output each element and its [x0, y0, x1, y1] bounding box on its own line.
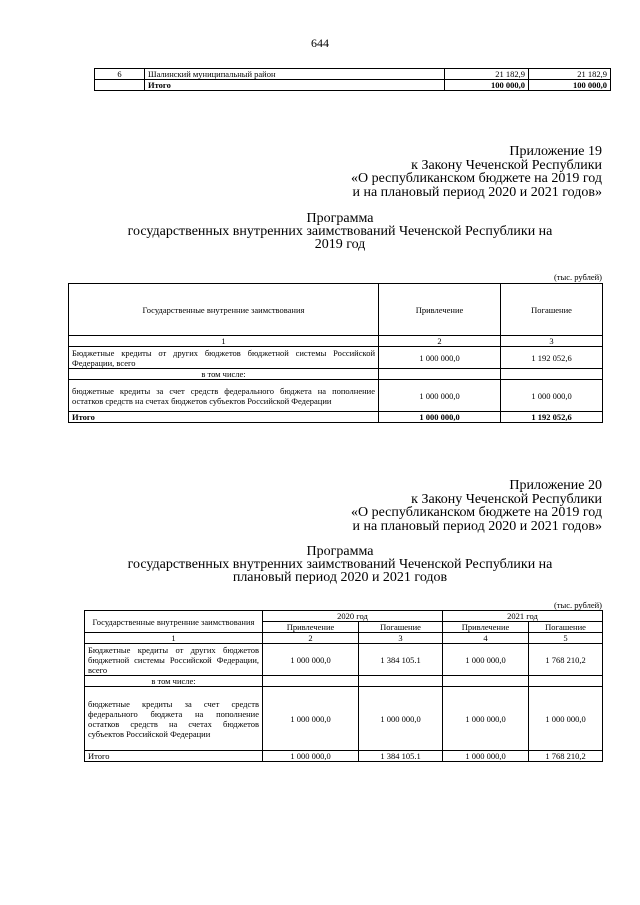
annex-law-period: и на плановый период 2020 и 2021 годов» — [352, 518, 602, 534]
row-number: 6 — [95, 69, 145, 80]
title-line: государственных внутренних заимствований Чеченской Республики на — [127, 557, 553, 572]
row-value: 1 192 052,6 — [501, 347, 603, 369]
row-value: 1 192 052,6 — [501, 412, 603, 423]
row-value — [529, 676, 603, 687]
table-row — [95, 69, 611, 80]
year-header: 2021 год — [443, 611, 603, 622]
row-name: Шалинский муниципальный район — [145, 69, 445, 80]
annex-law-title: «О республиканском бюджете на 2019 год — [351, 171, 602, 186]
table-header-row — [85, 611, 603, 622]
borrowing-table-2019 — [68, 283, 603, 423]
row-value: 1 768 210,2 — [529, 644, 603, 676]
row-value: 100 000,0 — [529, 80, 611, 91]
column-header: Привлечение — [443, 622, 529, 633]
title-line: 2019 год — [314, 237, 366, 252]
unit-label: (тыс. рублей) — [553, 600, 602, 610]
top-table — [94, 68, 611, 91]
row-value — [263, 676, 359, 687]
table-total-row — [85, 751, 603, 762]
row-value: 1 000 000,0 — [379, 412, 501, 423]
program-19-title — [80, 212, 600, 251]
row-value: 1 000 000,0 — [359, 687, 443, 751]
title-line: Программа — [306, 211, 374, 226]
column-header: Погашение — [529, 622, 603, 633]
annex-20-heading — [282, 479, 602, 533]
row-value — [501, 369, 603, 380]
row-name: бюджетные кредиты за счет средств федерального бюджета на пополнение остатков средств на счетах бюджетов субъектов Российской Федерации — [69, 380, 379, 412]
row-value: 1 000 000,0 — [443, 751, 529, 762]
column-header: Привлечение — [263, 622, 359, 633]
row-name: Итого — [69, 412, 379, 423]
annex-law-line: к Закону Чеченской Республики — [411, 491, 602, 507]
column-number-row — [85, 633, 603, 644]
title-line: Программа — [306, 544, 374, 559]
page-number: 644 — [311, 36, 329, 50]
row-value: 1 768 210,2 — [529, 751, 603, 762]
row-value: 1 000 000,0 — [379, 380, 501, 412]
row-value: 100 000,0 — [445, 80, 529, 91]
column-header: Государственные внутренние заимствования — [69, 284, 379, 336]
row-name: в том числе: — [69, 369, 379, 380]
row-name: Бюджетные кредиты от других бюджетов бюджетной системы Российской Федерации, всего — [69, 347, 379, 369]
title-line: плановый период 2020 и 2021 годов — [232, 570, 448, 585]
column-number: 2 — [263, 633, 359, 644]
table-row — [85, 676, 603, 687]
column-header: Погашение — [359, 622, 443, 633]
annex-number: Приложение 20 — [509, 478, 602, 493]
row-value: 1 000 000,0 — [443, 687, 529, 751]
row-name: Итого — [145, 80, 445, 91]
row-name: Бюджетные кредиты от других бюджетов бюджетной системы Российской Федерации, всего — [85, 644, 263, 676]
table-row — [69, 380, 603, 412]
column-header: Государственные внутренние заимствования — [85, 611, 263, 633]
table-row — [85, 687, 603, 751]
row-value: 1 384 105.1 — [359, 751, 443, 762]
unit-label: (тыс. рублей) — [553, 272, 602, 282]
row-value: 1 000 000,0 — [263, 644, 359, 676]
row-value: 1 000 000,0 — [263, 751, 359, 762]
row-name: в том числе: — [85, 676, 263, 687]
table-row — [85, 644, 603, 676]
row-value: 1 000 000,0 — [263, 687, 359, 751]
annex-law-period: и на плановый период 2020 и 2021 годов» — [352, 184, 602, 200]
row-value: 1 000 000,0 — [501, 380, 603, 412]
row-value — [379, 369, 501, 380]
table-row — [69, 369, 603, 380]
row-value: 1 384 105.1 — [359, 644, 443, 676]
table-header-row — [69, 284, 603, 336]
annex-law-title: «О республиканском бюджете на 2019 год — [351, 505, 602, 520]
row-name: Итого — [85, 751, 263, 762]
year-header: 2020 год — [263, 611, 443, 622]
row-name: бюджетные кредиты за счет средств федерального бюджета на пополнение остатков средств на счетах бюджетов субъектов Российской Федерации — [85, 687, 263, 751]
column-number: 3 — [501, 336, 603, 347]
column-header: Привлечение — [379, 284, 501, 336]
row-value: 21 182,9 — [529, 69, 611, 80]
row-value: 1 000 000,0 — [379, 347, 501, 369]
column-number: 2 — [379, 336, 501, 347]
table-row — [95, 80, 611, 91]
row-value — [443, 676, 529, 687]
column-number: 1 — [69, 336, 379, 347]
column-number: 4 — [443, 633, 529, 644]
program-20-title — [80, 545, 600, 584]
annex-number: Приложение 19 — [509, 144, 602, 159]
row-number — [95, 80, 145, 91]
column-number: 1 — [85, 633, 263, 644]
row-value: 21 182,9 — [445, 69, 529, 80]
title-line: государственных внутренних заимствований Чеченской Республики на — [127, 224, 553, 239]
row-value: 1 000 000,0 — [529, 687, 603, 751]
column-number: 3 — [359, 633, 443, 644]
annex-law-line: к Закону Чеченской Республики — [411, 157, 602, 173]
table-total-row — [69, 412, 603, 423]
row-value — [359, 676, 443, 687]
column-number: 5 — [529, 633, 603, 644]
column-header: Погашение — [501, 284, 603, 336]
table-row — [69, 347, 603, 369]
borrowing-table-2020-2021 — [84, 610, 603, 762]
row-value: 1 000 000,0 — [443, 644, 529, 676]
annex-19-heading — [282, 145, 602, 199]
column-number-row — [69, 336, 603, 347]
